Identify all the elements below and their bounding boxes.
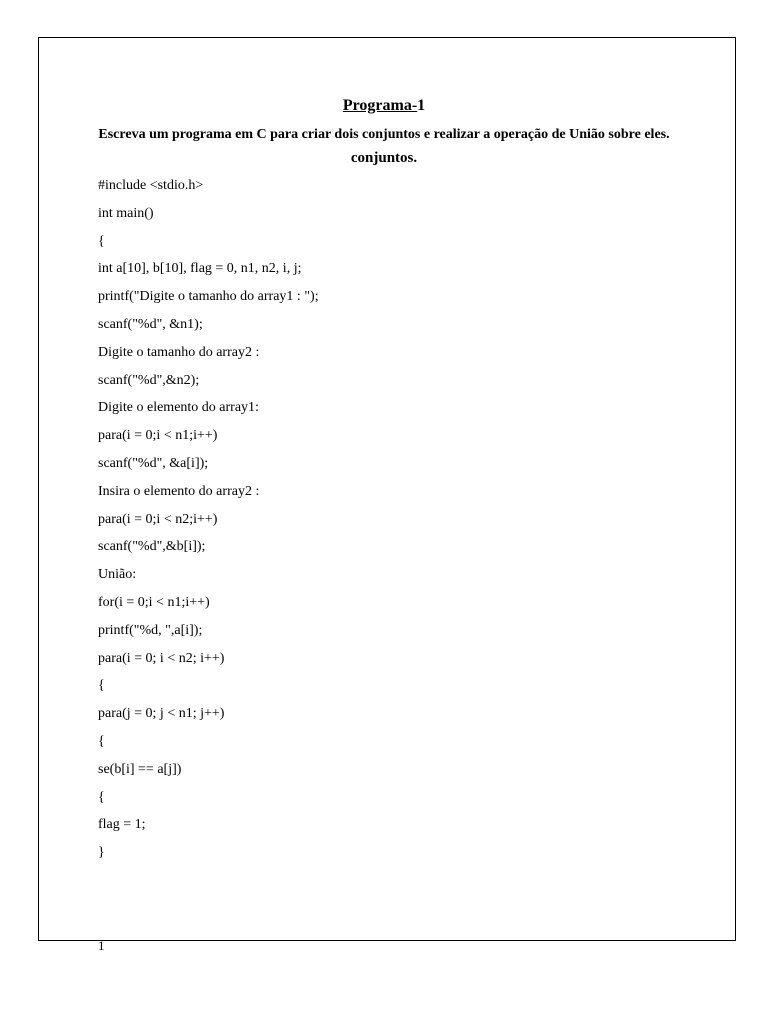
code-line: União: — [98, 567, 137, 583]
code-line: { — [98, 733, 105, 749]
code-line: flag = 1; — [98, 817, 146, 833]
code-line: para(i = 0;i < n1;i++) — [98, 428, 218, 444]
code-line: para(i = 0; i < n2; i++) — [98, 650, 225, 666]
code-line: scanf("%d", &n1); — [98, 316, 203, 332]
code-line: for(i = 0;i < n1;i++) — [98, 594, 210, 610]
code-line: printf("Digite o tamanho do array1 : "); — [98, 289, 319, 305]
code-line: int main() — [98, 205, 154, 221]
code-line: se(b[i] == a[j]) — [98, 761, 182, 777]
title-number: 1 — [417, 97, 426, 114]
code-line: { — [98, 789, 105, 805]
document-title — [0, 96, 768, 116]
code-line: int a[10], b[10], flag = 0, n1, n2, i, j; — [98, 261, 302, 277]
code-line: Digite o tamanho do array2 : — [98, 344, 260, 360]
title-prefix: Programa- — [342, 97, 418, 114]
code-line: Digite o elemento do array1: — [98, 400, 259, 416]
code-listing — [98, 176, 319, 871]
code-line: scanf("%d",&b[i]); — [98, 539, 206, 555]
code-line: scanf("%d",&n2); — [98, 372, 200, 388]
page-number: 1 — [98, 938, 105, 953]
code-line: #include <stdio.h> — [98, 178, 204, 193]
task-description-continuation: conjuntos. — [350, 150, 418, 166]
code-line: printf("%d, ",a[i]); — [98, 622, 203, 638]
task-description: Escreva um programa em C para criar dois conjuntos e realizar a operação de União sobre eles. — [98, 127, 670, 142]
code-line: } — [98, 845, 105, 861]
code-line: scanf("%d", &a[i]); — [98, 455, 209, 471]
code-line: { — [98, 678, 105, 694]
code-line: para(j = 0; j < n1; j++) — [98, 706, 225, 722]
code-line: { — [98, 233, 105, 249]
code-line: para(i = 0;i < n2;i++) — [98, 511, 218, 527]
code-line: Insira o elemento do array2 : — [98, 483, 260, 499]
